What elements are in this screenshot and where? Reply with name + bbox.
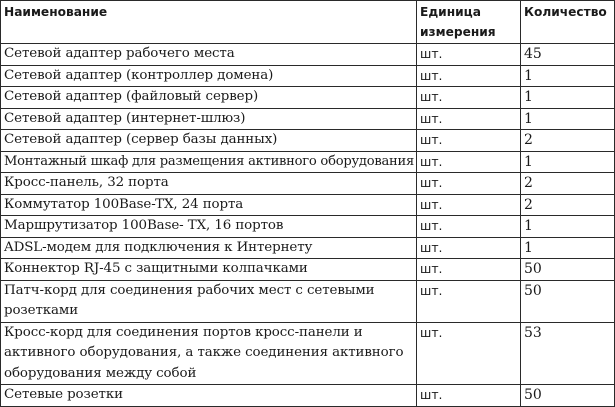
cell-name: Коннектор RJ-45 с защитными колпачками — [1, 259, 417, 281]
cell-unit: шт. — [417, 216, 521, 238]
cell-name: Маршрутизатор 100Base- TX, 16 портов — [1, 216, 417, 238]
table-row — [1, 216, 615, 238]
header-name: Наименование — [1, 1, 417, 44]
header-unit: Единица измерения — [417, 1, 521, 44]
cell-name: Патч-корд для соединения рабочих мест с сетевыми розетками — [1, 280, 417, 322]
cell-unit: шт. — [417, 322, 521, 385]
cell-name: Сетевой адаптер (интернет-шлюз) — [1, 108, 417, 130]
table-header-row — [1, 1, 615, 44]
cell-quantity: 50 — [521, 280, 615, 322]
cell-unit: шт. — [417, 65, 521, 87]
cell-unit: шт. — [417, 237, 521, 259]
header-quantity: Количество — [521, 1, 615, 44]
table-row — [1, 237, 615, 259]
cell-unit: шт. — [417, 259, 521, 281]
table-row — [1, 65, 615, 87]
cell-unit: шт. — [417, 87, 521, 109]
cell-unit: шт. — [417, 385, 521, 407]
cell-name: Монтажный шкаф для размещения активного оборудования — [1, 151, 417, 173]
table-row — [1, 151, 615, 173]
cell-name: Сетевой адаптер (контроллер домена) — [1, 65, 417, 87]
cell-name: Сетевой адаптер (файловый сервер) — [1, 87, 417, 109]
cell-unit: шт. — [417, 173, 521, 195]
cell-quantity: 45 — [521, 44, 615, 66]
table-row — [1, 385, 615, 407]
cell-quantity: 1 — [521, 151, 615, 173]
cell-quantity: 2 — [521, 173, 615, 195]
cell-name: Кросс-панель, 32 порта — [1, 173, 417, 195]
cell-quantity: 1 — [521, 216, 615, 238]
cell-name: Сетевой адаптер (сервер базы данных) — [1, 130, 417, 152]
table-row — [1, 108, 615, 130]
cell-quantity: 50 — [521, 385, 615, 407]
cell-quantity: 2 — [521, 194, 615, 216]
cell-quantity: 1 — [521, 108, 615, 130]
cell-unit: шт. — [417, 194, 521, 216]
table-row — [1, 322, 615, 385]
cell-quantity: 1 — [521, 65, 615, 87]
table-row — [1, 194, 615, 216]
cell-quantity: 50 — [521, 259, 615, 281]
cell-quantity: 53 — [521, 322, 615, 385]
cell-quantity: 1 — [521, 237, 615, 259]
cell-unit: шт. — [417, 108, 521, 130]
table-row — [1, 44, 615, 66]
cell-quantity: 2 — [521, 130, 615, 152]
cell-name: Сетевой адаптер рабочего места — [1, 44, 417, 66]
cell-quantity: 1 — [521, 87, 615, 109]
table-row — [1, 173, 615, 195]
cell-name: Коммутатор 100Base-TX, 24 порта — [1, 194, 417, 216]
table-row — [1, 259, 615, 281]
cell-name: ADSL-модем для подключения к Интернету — [1, 237, 417, 259]
table-row — [1, 280, 615, 322]
cell-name: Сетевые розетки — [1, 385, 417, 407]
cell-unit: шт. — [417, 280, 521, 322]
cell-unit: шт. — [417, 151, 521, 173]
cell-name: Кросс-корд для соединения портов кросс-панели и активного оборудования, а также соединения активного оборудования между собой — [1, 322, 417, 385]
cell-unit: шт. — [417, 44, 521, 66]
table-row — [1, 87, 615, 109]
table-row — [1, 130, 615, 152]
cell-unit: шт. — [417, 130, 521, 152]
